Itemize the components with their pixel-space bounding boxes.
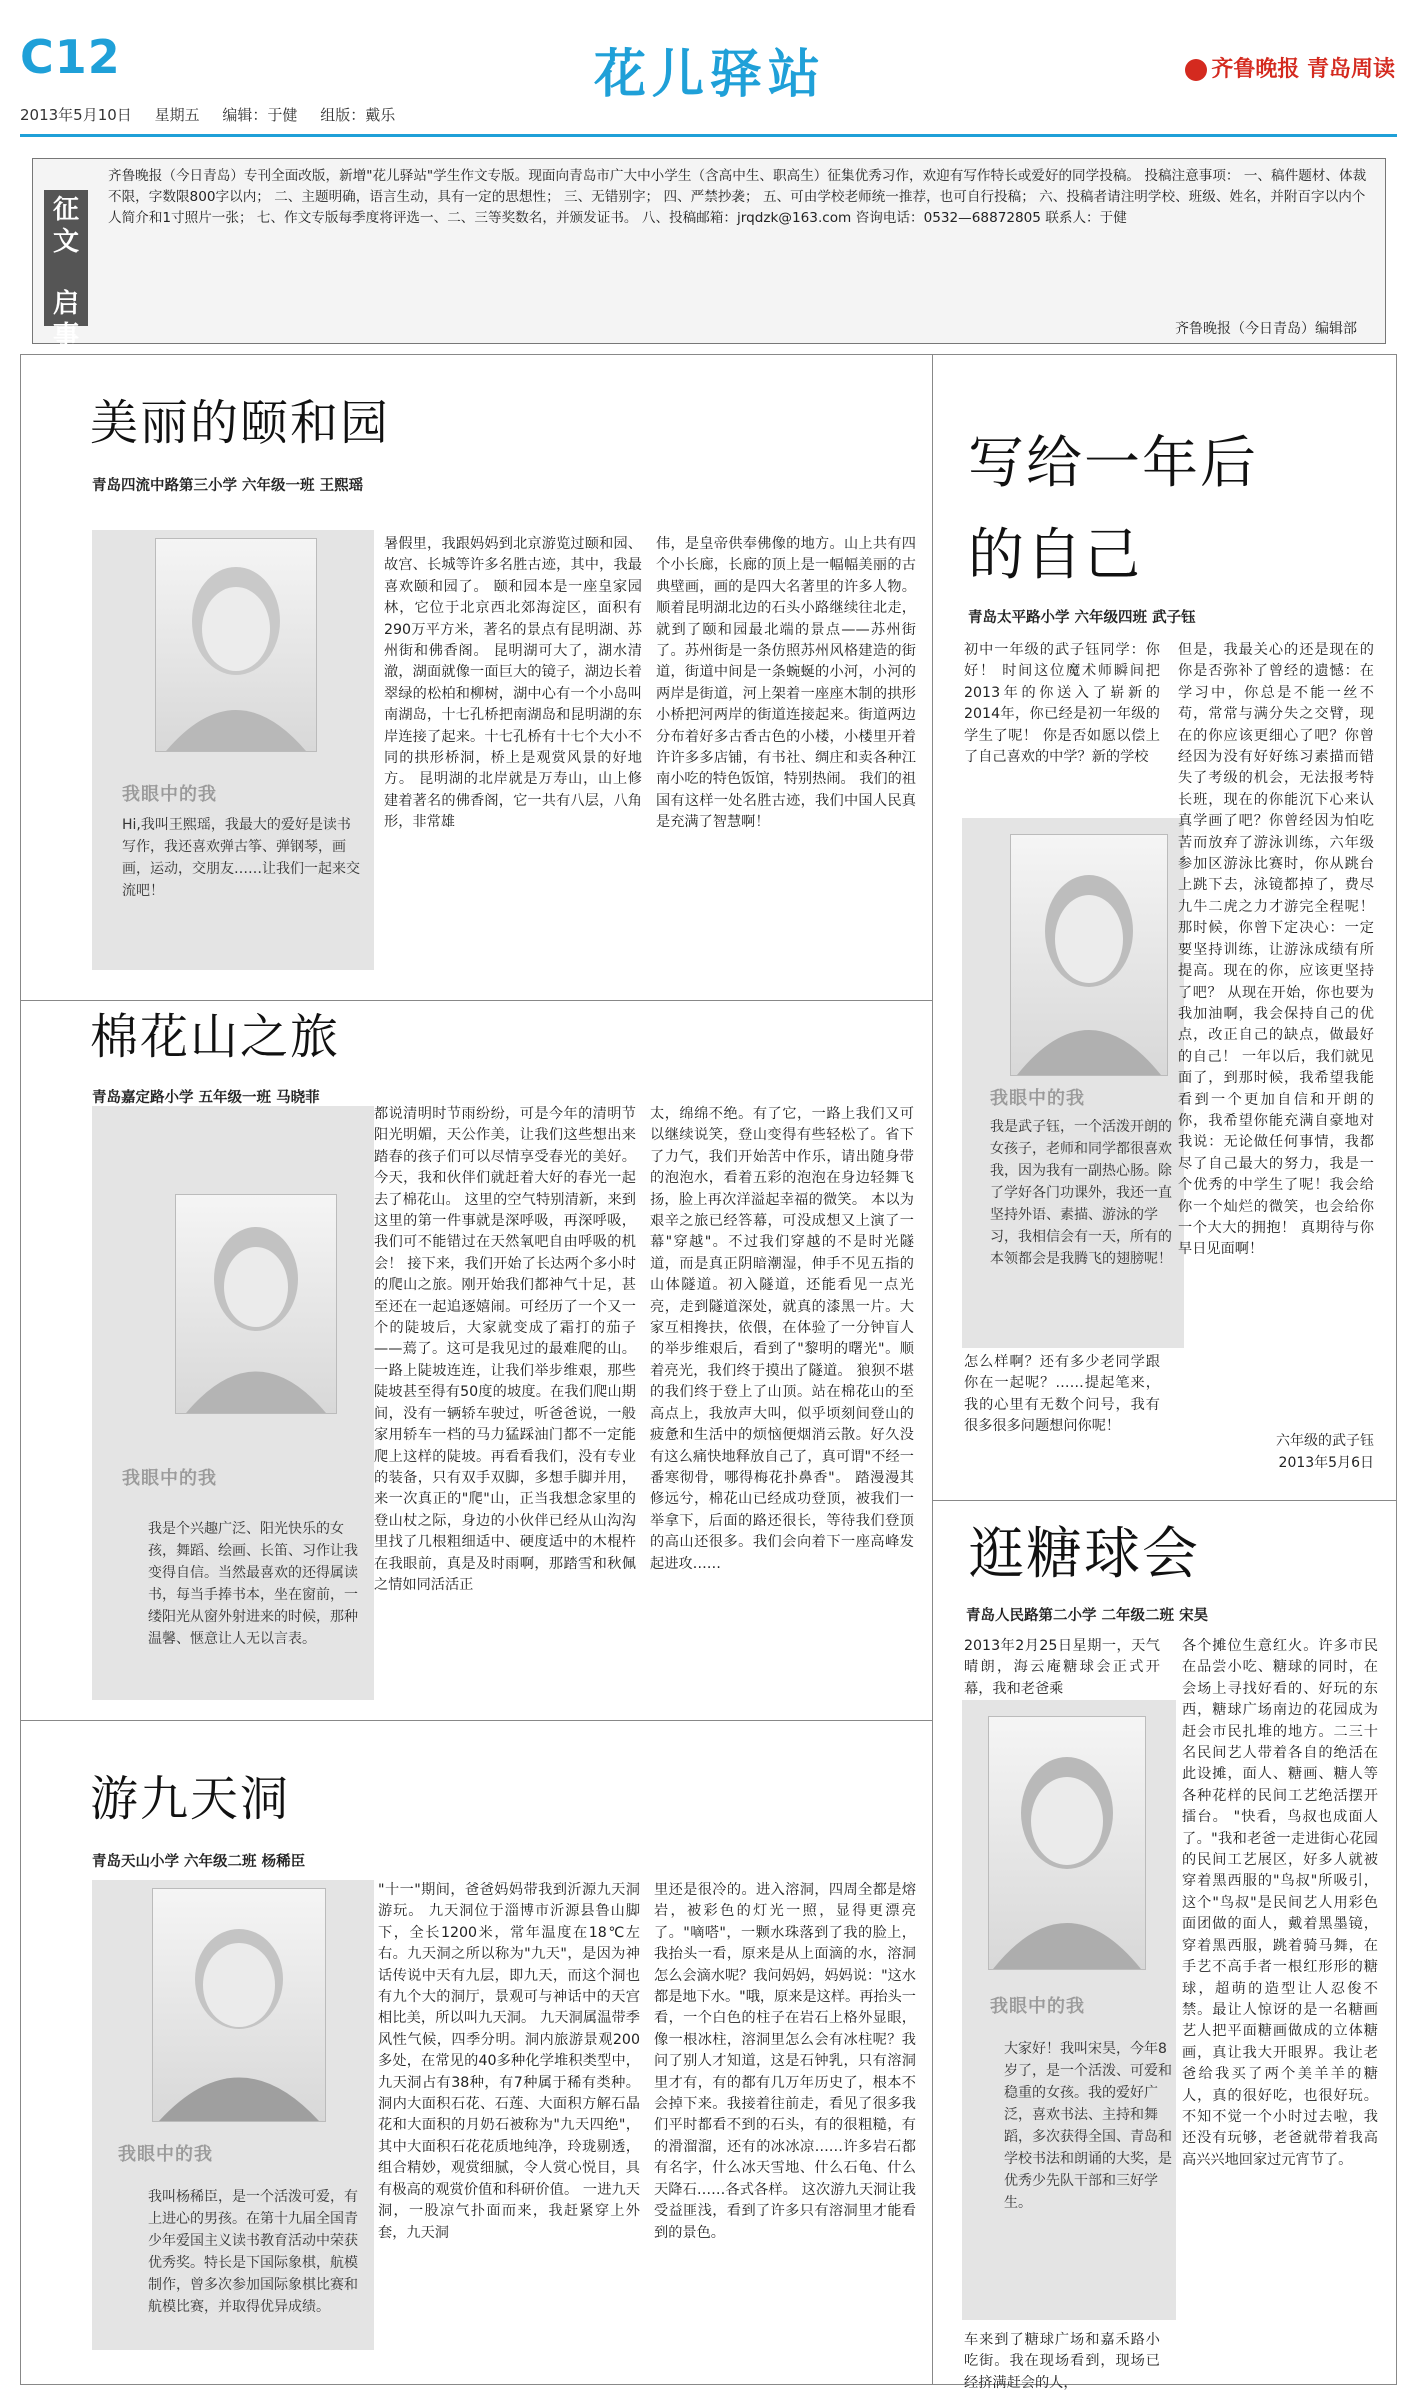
article-4-title: 写给一年后的自己 [968, 431, 1258, 588]
article-4-byline: 青岛太平路小学 六年级四班 武子钰 [968, 610, 1196, 626]
issue-date: 2013年5月10日 [20, 106, 132, 124]
column-divider [932, 354, 933, 2384]
article-1-body-col1: 暑假里，我跟妈妈到北京游览过颐和园、故宫、长城等许多名胜古迹，其中，我最喜欢颐和园了。 颐和园本是一座皇家园林，它位于北京西北郊海淀区，面积有290万平方米，著名的景点有昆明湖、苏州街和佛香阁。 昆明湖可大了，湖水清澈，湖面就像一面巨大的镜子，湖边长着翠绿的松柏和柳树，湖中心有一个小岛叫南湖岛，十七孔桥把南湖岛和昆明湖的东岸连接了起来。十七孔桥有十七个大小不同的拱形桥洞，桥上是观赏风景的好地方。 昆明湖的北岸就是万寿山，山上修建着著名的佛香阁，它一共有八层，八角形，非常雄 [384, 536, 642, 831]
article-1-author-photo [155, 538, 317, 752]
article-3-self-label: 我眼中的我 [118, 2144, 213, 2165]
article-3-byline: 青岛天山小学 六年级二班 杨稀臣 [92, 1854, 306, 1870]
article-2-self-intro: 我是个兴趣广泛、阳光快乐的女孩，舞蹈、绘画、长笛、习作让我变得自信。当然最喜欢的还得属读书，每当手捧书本，坐在窗前，一缕阳光从窗外射进来的时候，那种温馨、惬意让人无以言表。 [148, 1521, 358, 1647]
newspaper-brand [1185, 52, 1395, 83]
article-4-body-col1: 初中一年级的武子钰同学：你好！ 时间这位魔术师瞬间把2013年的你送入了崭新的2014年，你已经是初一年级的学生了呢！ 你是否如愿以偿上了自己喜欢的中学？新的学校 [964, 642, 1160, 766]
article-1-self-label: 我眼中的我 [122, 784, 217, 805]
page-number: C12 [20, 30, 121, 84]
article-5-body-col1-tail: 车来到了糖球广场和嘉禾路小吃街。我在现场看到，现场已经挤满赶会的人， [964, 2332, 1160, 2391]
article-2-self-label: 我眼中的我 [122, 1468, 217, 1489]
article-divider-2 [20, 1720, 932, 1721]
article-divider-3 [932, 1500, 1396, 1501]
issue-weekday: 星期五 [154, 106, 200, 124]
article-4-signoff [1178, 1430, 1374, 1474]
frame-left-line [20, 354, 21, 2384]
article-3-self-intro: 我叫杨稀臣，是一个活泼可爱，有上进心的男孩。在第十九届全国青少年爱国主义读书教育活动中荣获优秀奖。特长是下国际象棋，航模制作，曾多次参加国际象棋比赛和航模比赛，并取得优异成绩。 [148, 2189, 358, 2315]
article-3-author-photo [152, 1888, 326, 2122]
article-3-title: 游九天洞 [90, 1771, 291, 1827]
article-2-title: 棉花山之旅 [90, 1009, 341, 1065]
issue-meta [20, 104, 413, 125]
article-2-byline: 青岛嘉定路小学 五年级一班 马晓菲 [92, 1090, 320, 1106]
brand-name: 齐鲁晚报 青岛周读 [1211, 57, 1395, 82]
article-1-title: 美丽的颐和园 [90, 395, 391, 451]
article-1-body-col2: 伟，是皇帝供奉佛像的地方。山上共有四个小长廊，长廊的顶上是一幅幅美丽的古典壁画，画的是四大名著里的许多人物。 顺着昆明湖北边的石头小路继续往北走，就到了颐和园最北端的景点——苏州街了。苏州街是一条仿照苏州风格建造的街道，街道中间是一条蜿蜒的小河，小河的两岸是街道，河上架着一座座木制的拱形小桥把河两岸的街道连接起来。街道两边分布着好多古香古色的小楼，小楼里开着许许多多店铺，有书社、绸庄和卖各种江南小吃的特色饭馆，特别热闹。 我们的祖国有这样一处名胜古迹，我们中国人民真是充满了智慧啊！ [656, 536, 916, 831]
article-4-body-col1-tail: 怎么样啊？还有多少老同学跟你在一起呢？……提起笔来，我的心里有无数个问号，我有很多很多问题想问你呢！ [964, 1354, 1160, 1435]
notice-label-line2: 启事 [52, 289, 79, 351]
article-5-body-col2: 各个摊位生意红火。许多市民在品尝小吃、糖球的同时，在会场上寻找好看的、好玩的东西，糖球广场南边的花园成为赶会市民扎堆的地方。二三十名民间艺人带着各自的绝活在此设摊，面人、糖画、糖人等各种花样的民间工艺绝活摆开擂台。 "快看，鸟叔也成面人了。"我和老爸一走进街心花园的民间工艺展区，好多人就被穿着黑西服的"鸟叔"所吸引，这个"鸟叔"是民间艺人用彩色面团做的面人，戴着黑墨镜，穿着黑西服，跳着骑马舞，在手艺不高手者一根红形形的糖球，超萌的造型让人忍俊不禁。最让人惊讶的是一名糖画艺人把平面糖画做成的立体糖画，真让我大开眼界。我让老爸给我买了两个美羊羊的糖人，真的很好吃，也很好玩。不知不觉一个小时过去啦，我还没有玩够，老爸就带着我高高兴兴地回家过元宵节了。 [1182, 1638, 1378, 2168]
frame-right-line [1396, 354, 1397, 2384]
article-1-self-intro: Hi,我叫王熙瑶，我最大的爱好是读书写作，我还喜欢弹古筝、弹钢琴，画画，运动，交朋友……让我们一起来交流吧！ [122, 817, 360, 899]
article-2-body-col1: 都说清明时节雨纷纷，可是今年的清明节阳光明媚，天公作美，让我们这些想出来踏春的孩子们可以尽情享受春光的美好。今天，我和伙伴们就赶着大好的春光一起去了棉花山。 这里的空气特别清新，来到这里的第一件事就是深呼吸，再深呼吸，我们可不能错过在天然氧吧自由呼吸的机会！ 接下来，我们开始了长达两个多小时的爬山之旅。刚开始我们都神气十足，甚至还在一起追逐嬉闹。可经历了一个又一个的陡坡后，大家就变成了霜打的茄子——蔫了。这可是我见过的最难爬的山。一路上陡坡连连，让我们举步维艰，那些陡坡甚至得有50度的坡度。在我们爬山期间，没有一辆轿车驶过，听爸爸说，一般家用轿车一档的马力猛踩油门都不一定能爬上这样的陡坡。再看看我们，没有专业的装备，只有双手双脚，多想手脚并用，来一次真正的"爬"山，正当我想念家里的登山杖之际，身边的小伙伴已经从山沟沟里找了几根粗细适中、硬度适中的木棍杵在我眼前，真是及时雨啊，那踏雪和秋佩之情如同活活正 [374, 1106, 636, 1593]
section-title: 花儿驿站 [593, 45, 826, 105]
layout-credit: 组版：戴乐 [320, 106, 396, 124]
article-1-byline: 青岛四流中路第三小学 六年级一班 王熙瑶 [92, 478, 364, 494]
article-4-author-photo [1010, 834, 1168, 1076]
article-4-sign-name: 六年级的武子钰 [1276, 1433, 1374, 1449]
article-5-body-col1: 2013年2月25日星期一，天气晴朗，海云庵糖球会正式开幕，我和老爸乘 [964, 1638, 1160, 1697]
notice-label [44, 190, 88, 351]
article-5-self-intro: 大家好！我叫宋昊，今年8岁了，是一个活泼、可爱和稳重的女孩。我的爱好广泛，喜欢书法、主持和舞蹈，多次获得全国、青岛和学校书法和朗诵的大奖，是优秀少先队干部和三好学生。 [1004, 2041, 1172, 2211]
notice-label-line1: 征文 [52, 195, 79, 257]
article-5-byline: 青岛人民路第二小学 二年级二班 宋昊 [966, 1608, 1209, 1624]
article-5-title: 逛糖球会 [968, 1522, 1200, 1587]
article-4-body-col2: 但是，我最关心的还是现在的你是否弥补了曾经的遗憾：在学习中，你总是不能一丝不苟，常常与满分失之交臂，现在的你应该更细心了吧？你曾经因为没有好好练习素描而错失了考级的机会，无法报考特长班，现在的你能沉下心来认真学画了吧？你曾经因为怕吃苦而放弃了游泳训练，六年级参加区游泳比赛时，你从跳台上跳下去，泳镜都掉了，费尽九牛二虎之力才游完全程呢！那时候，你曾下定决心：一定要坚持训练，让游泳成绩有所提高。现在的你，应该更坚持了吧？ 从现在开始，你也要为我加油啊，我会保持自己的优点，改正自己的缺点，做最好的自己！ 一年以后，我们就见面了，到那时候，我希望我能看到一个更加自信和开朗的你，我希望你能充满自豪地对我说：无论做任何事情，我都尽了自己最大的努力，我是一个优秀的中学生了呢！我会给你一个灿烂的微笑，也会给你一个大大的拥抱！ 真期待与你早日见面啊！ [1178, 642, 1374, 1258]
header-divider [20, 134, 1397, 137]
article-4-self-intro: 我是武子钰，一个活泼开朗的女孩子，老师和同学都很喜欢我，因为我有一副热心肠。除了学好各门功课外，我还一直坚持外语、素描、游泳的学习，我相信会有一天，所有的本领都会是我腾飞的翅膀呢！ [990, 1119, 1172, 1267]
article-5-author-photo [988, 1716, 1146, 1970]
article-2-author-photo [175, 1194, 337, 1414]
article-2-body-col2: 太，绵绵不绝。有了它，一路上我们又可以继续说笑，登山变得有些轻松了。省下了力气，我们开始苦中作乐，请出随身带的泡泡水，看着五彩的泡泡在身边轻舞飞扬，脸上再次洋溢起幸福的微笑。 本以为艰辛之旅已经答幕，可没成想又上演了一幕"穿越"。不过我们穿越的不是时光隧道，而是真正阴暗潮湿，伸手不见五指的山体隧道。初入隧道，还能看见一点光亮，走到隧道深处，就真的漆黑一片。大家互相搀扶，依偎，在体验了一分钟盲人的举步维艰后，看到了"黎明的曙光"。顺着亮光，我们终于摸出了隧道。 狼狈不堪的我们终于登上了山顶。站在棉花山的至高点上，我放声大叫，似乎顷刻间登山的疲惫和生活中的烦恼便烟消云散。好久没有这么痛快地释放自己了，真可谓"不经一番寒彻骨，哪得梅花扑鼻香"。 踏漫漫其修远兮，棉花山已经成功登顶，被我们一举拿下，后面的路还很长，等待我们登顶的高山还很多。我们会向着下一座高峰发起进攻…… [650, 1106, 914, 1572]
notice-text: 齐鲁晚报（今日青岛）专刊全面改版，新增"花儿驿站"学生作文专版。现面向青岛市广大中小学生（含高中生、职高生）征集优秀习作，欢迎有写作特长或爱好的同学投稿。 投稿注意事项： 一、稿件题材、体裁不限，字数限800字以内； 二、主题明确，语言生动，具有一定的思想性； 三、无错别字； 四、严禁抄袭； 五、可由学校老师统一推荐，也可自行投稿； 六、投稿者请注明学校、班级、姓名，并附百字以内个人简介和1寸照片一张； 七、作文专版每季度将评选一、二、三等奖数名，并颁发证书。 八、投稿邮箱：jrqdzk@163.com 咨询电话：0532—68872805 联系人：于健 [108, 168, 1367, 226]
article-4-self-label: 我眼中的我 [990, 1088, 1085, 1109]
article-5-self-label: 我眼中的我 [990, 1996, 1085, 2017]
frame-top-line [20, 354, 1397, 355]
article-4-sign-date: 2013年5月6日 [1278, 1455, 1374, 1471]
article-3-body-col1: "十一"期间，爸爸妈妈带我到沂源九天洞游玩。 九天洞位于淄博市沂源县鲁山脚下，全长1200米，常年温度在18℃左右。九天洞之所以称为"九天"，是因为神话传说中天有九层，即九天，而这个洞也有九个大的洞厅，景观可与神话中的天宫相比美，所以叫九天洞。 九天洞属温带季风性气候，四季分明。洞内旅游景观200多处，在常见的40多种化学堆积类型中，九天洞占有38种，有7种属于稀有类种。洞内大面积石花、石莲、大面积方解石晶花和大面积的月奶石被称为"九天四绝"，其中大面积石花花质地纯净，玲珑剔透，组合精妙，观赏细腻，令人赏心悦目，具有极高的观赏价值和科研价值。 一进九天洞，一股凉气扑面而来，我赶紧穿上外套，九天洞 [378, 1882, 640, 2241]
editor-credit: 编辑：于健 [222, 106, 298, 124]
notice-signature: 齐鲁晚报（今日青岛）编辑部 [1175, 321, 1357, 337]
frame-bottom-line [20, 2384, 1397, 2385]
brand-logo-icon [1185, 59, 1207, 81]
article-3-body-col2: 里还是很冷的。进入溶洞，四周全都是熔岩，被彩色的灯光一照，显得更漂亮了。"嘀嗒"，一颗水珠落到了我的脸上，我抬头一看，原来是从上面滴的水，溶洞怎么会滴水呢？我问妈妈，妈妈说："这水都是地下水。"哦，原来是这样。再抬头一看，一个白色的柱子在岩石上格外显眼，像一根冰柱，溶洞里怎么会有冰柱呢？我问了别人才知道，这是石钟乳，只有溶洞里才有，有的都有几万年历史了，根本不会掉下来。我接着往前走，看见了很多我们平时都看不到的石头，有的很粗糙，有的滑溜溜，还有的冰冰凉……许多岩石都有名字，什么冰天雪地、什么石龟、什么天降石……各式各样。 这次游九天洞让我受益匪浅，看到了许多只有溶洞里才能看到的景色。 [654, 1882, 916, 2241]
